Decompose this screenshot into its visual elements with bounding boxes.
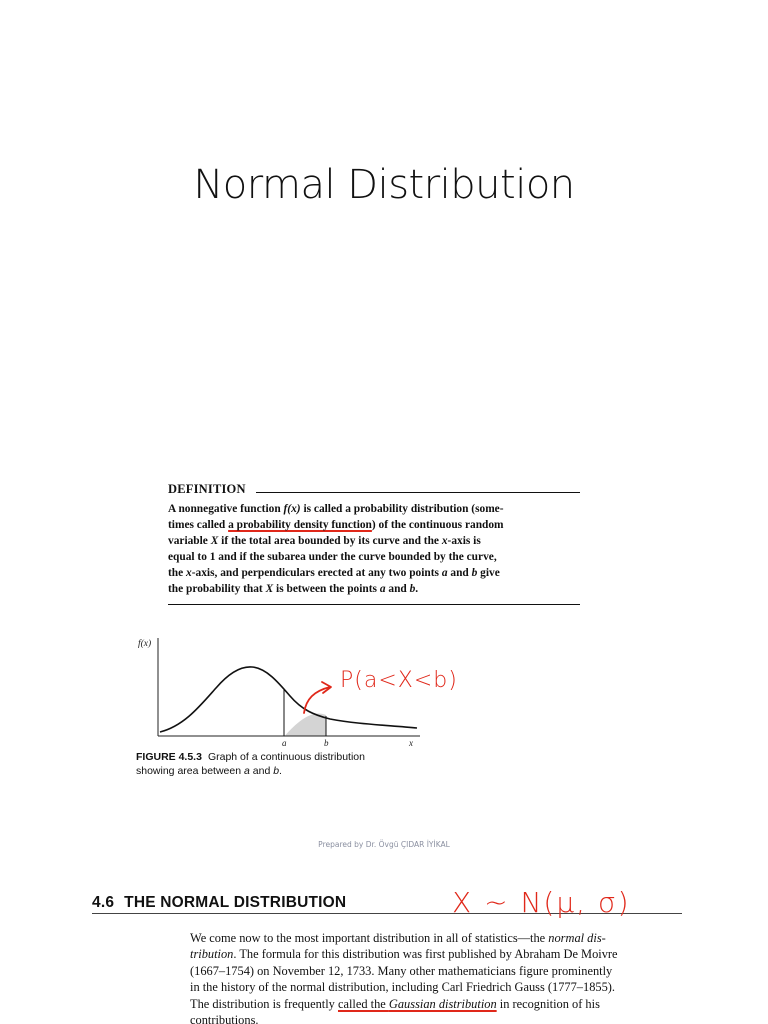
handwritten-normal-notation xyxy=(448,880,688,928)
definition-bottom-rule xyxy=(168,604,580,605)
notation-text: X ~ N(μ, σ) xyxy=(452,886,631,919)
definition-line-4: equal to 1 and if the subarea under the curve bounded by the curve, xyxy=(168,551,497,563)
definition-text xyxy=(168,501,580,597)
prepared-by-footer: Prepared by Dr. Övgü ÇIDAR İYİKAL xyxy=(318,840,450,849)
definition-box xyxy=(168,482,580,605)
paragraph-line-2: tribution. The formula for this distribution was first published by Abraham De Moivre xyxy=(190,947,618,962)
handwritten-probability-annotation xyxy=(296,655,466,719)
definition-line-5: the x-axis, and perpendiculars erected at any two points a and b give xyxy=(168,567,500,579)
section-title: THE NORMAL DISTRIBUTION xyxy=(124,894,347,911)
paragraph-line-4: in the history of the normal distribution, including Carl Friedrich Gauss (1777–1855). xyxy=(190,980,616,995)
annotation-text: P(a<X<b) xyxy=(340,668,458,693)
definition-line-6: the probability that X is between the points a and b. xyxy=(168,583,419,595)
paragraph-line-5: The distribution is frequently called the Gaussian distribution in recognition of his xyxy=(190,996,600,1011)
figure-caption-label: FIGURE 4.5.3 xyxy=(136,751,202,763)
paragraph-line-1: We come now to the most important distribution in all of statistics—the normal dis- xyxy=(190,931,606,945)
y-axis-label: f(x) xyxy=(138,639,152,649)
section-paragraph xyxy=(190,930,682,1024)
definition-line-1: A nonnegative function f(x) is called a probability distribution (some- xyxy=(168,503,504,515)
x-label-b: b xyxy=(324,738,329,748)
definition-line-2: times called a probability density function) of the continuous random xyxy=(168,519,504,531)
x-label-x: x xyxy=(409,738,413,748)
underlined-gaussian: called the Gaussian distribution xyxy=(337,996,497,1011)
figure-caption: FIGURE 4.5.3 Graph of a continuous distribution showing area between a and b. xyxy=(136,751,365,777)
section-heading xyxy=(92,894,346,912)
definition-top-rule xyxy=(256,492,580,493)
slide-title: Normal Distribution xyxy=(193,162,575,208)
paragraph-line-3: (1667–1754) on November 12, 1733. Many other mathematicians figure prominently xyxy=(190,963,613,978)
paragraph-line-6: contributions. xyxy=(190,1013,259,1024)
definition-header xyxy=(168,482,580,498)
definition-line-3: variable X if the total area bounded by its curve and the x-axis is xyxy=(168,535,481,547)
section-number: 4.6 xyxy=(92,894,115,911)
x-label-a: a xyxy=(282,738,287,748)
underlined-term: a probability density function xyxy=(228,519,372,531)
definition-heading: DEFINITION xyxy=(168,482,252,497)
